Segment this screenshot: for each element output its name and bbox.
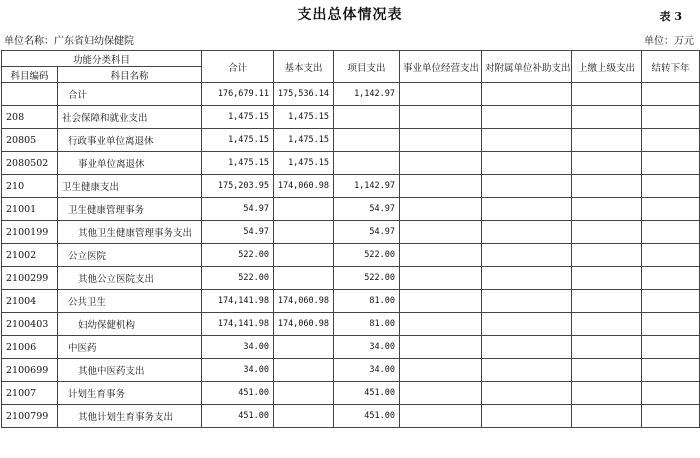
cell-carry (642, 290, 700, 313)
cell-upper (572, 244, 642, 267)
table-row (2, 198, 700, 221)
biz-header: 事业单位经营支出 (400, 51, 482, 83)
cell-carry (642, 152, 700, 175)
cell-upper (572, 359, 642, 382)
cell-code: 21001 (2, 198, 58, 221)
table-row (2, 244, 700, 267)
cell-upper (572, 267, 642, 290)
subsidy-header: 对附属单位补助支出 (482, 51, 572, 83)
table-row (2, 175, 700, 198)
cell-project: 1,142.97 (334, 175, 400, 198)
cell-biz (400, 313, 482, 336)
expenditure-table (1, 50, 700, 428)
cell-carry (642, 405, 700, 428)
cell-carry (642, 359, 700, 382)
cell-subsidy (482, 129, 572, 152)
table-body (2, 83, 700, 428)
cell-biz (400, 359, 482, 382)
cell-upper (572, 382, 642, 405)
cell-biz (400, 106, 482, 129)
cell-basic: 174,060.98 (274, 175, 334, 198)
cell-subsidy (482, 267, 572, 290)
cell-code: 2100299 (2, 267, 58, 290)
cell-upper (572, 221, 642, 244)
cell-upper (572, 290, 642, 313)
code-header: 科目编码 (2, 67, 58, 83)
cell-total: 1,475.15 (202, 152, 274, 175)
table-row (2, 106, 700, 129)
cell-subsidy (482, 313, 572, 336)
cell-total: 54.97 (202, 198, 274, 221)
cell-name: 妇幼保健机构 (58, 313, 202, 336)
cell-upper (572, 175, 642, 198)
cell-code: 2100199 (2, 221, 58, 244)
cell-biz (400, 175, 482, 198)
cell-upper (572, 313, 642, 336)
total-header: 合计 (202, 51, 274, 83)
cell-code: 2100699 (2, 359, 58, 382)
upper-header: 上缴上级支出 (572, 51, 642, 83)
cell-project (334, 152, 400, 175)
cell-basic (274, 382, 334, 405)
cell-project: 54.97 (334, 221, 400, 244)
cell-carry (642, 129, 700, 152)
cell-basic: 174,060.98 (274, 290, 334, 313)
cell-subsidy (482, 405, 572, 428)
cell-basic: 1,475.15 (274, 106, 334, 129)
cell-project: 522.00 (334, 267, 400, 290)
cell-biz (400, 405, 482, 428)
table-row (2, 382, 700, 405)
cell-code: 2100799 (2, 405, 58, 428)
cell-total: 176,679.11 (202, 83, 274, 106)
cell-name: 卫生健康支出 (58, 175, 202, 198)
cell-biz (400, 129, 482, 152)
cell-biz (400, 198, 482, 221)
table-row (2, 405, 700, 428)
cell-name: 行政事业单位离退休 (58, 129, 202, 152)
cell-carry (642, 198, 700, 221)
cell-code: 2100403 (2, 313, 58, 336)
cell-biz (400, 290, 482, 313)
cell-upper (572, 106, 642, 129)
cell-biz (400, 244, 482, 267)
cell-name: 其他卫生健康管理事务支出 (58, 221, 202, 244)
page-title: 支出总体情况表 (297, 7, 403, 23)
cell-carry (642, 267, 700, 290)
cell-name: 其他中医药支出 (58, 359, 202, 382)
cell-name: 其他公立医院支出 (58, 267, 202, 290)
unit-name: 单位名称：广东省妇幼保健院 (4, 36, 134, 47)
table-row (2, 336, 700, 359)
table-row (2, 221, 700, 244)
cell-code: 210 (2, 175, 58, 198)
cell-carry (642, 244, 700, 267)
name-header: 科目名称 (58, 67, 202, 83)
cell-project: 451.00 (334, 382, 400, 405)
cell-carry (642, 382, 700, 405)
cell-biz (400, 83, 482, 106)
cell-subsidy (482, 83, 572, 106)
cell-basic (274, 267, 334, 290)
cell-total: 174,141.98 (202, 290, 274, 313)
cell-total: 1,475.15 (202, 106, 274, 129)
cell-total: 34.00 (202, 336, 274, 359)
cell-subsidy (482, 152, 572, 175)
cell-basic: 175,536.14 (274, 83, 334, 106)
cell-carry (642, 83, 700, 106)
cell-basic: 1,475.15 (274, 129, 334, 152)
cell-code: 21007 (2, 382, 58, 405)
cell-code: 21002 (2, 244, 58, 267)
cell-code: 2080502 (2, 152, 58, 175)
cell-total: 34.00 (202, 359, 274, 382)
cell-upper (572, 336, 642, 359)
cell-name: 事业单位离退休 (58, 152, 202, 175)
cell-total: 522.00 (202, 244, 274, 267)
cell-subsidy (482, 290, 572, 313)
cell-project: 451.00 (334, 405, 400, 428)
cell-carry (642, 175, 700, 198)
cell-name: 中医药 (58, 336, 202, 359)
cell-basic: 1,475.15 (274, 152, 334, 175)
cell-code: 21006 (2, 336, 58, 359)
cell-name: 计划生育事务 (58, 382, 202, 405)
table-row (2, 129, 700, 152)
cell-project (334, 106, 400, 129)
cell-upper (572, 152, 642, 175)
cell-subsidy (482, 221, 572, 244)
cell-code: 20805 (2, 129, 58, 152)
cell-project: 522.00 (334, 244, 400, 267)
cell-name: 其他计划生育事务支出 (58, 405, 202, 428)
cell-project (334, 129, 400, 152)
table-row (2, 290, 700, 313)
carry-header: 结转下年 (642, 51, 700, 83)
cell-basic: 174,060.98 (274, 313, 334, 336)
cell-subsidy (482, 382, 572, 405)
cell-project: 54.97 (334, 198, 400, 221)
cell-name: 卫生健康管理事务 (58, 198, 202, 221)
cell-subsidy (482, 198, 572, 221)
cell-name: 社会保障和就业支出 (58, 106, 202, 129)
table-number: 表 3 (659, 10, 682, 23)
table-row (2, 313, 700, 336)
cell-project: 34.00 (334, 359, 400, 382)
cell-upper (572, 405, 642, 428)
cell-basic (274, 221, 334, 244)
cell-total: 174,141.98 (202, 313, 274, 336)
project-header: 项目支出 (334, 51, 400, 83)
cell-upper (572, 83, 642, 106)
cell-biz (400, 267, 482, 290)
cell-upper (572, 198, 642, 221)
cell-biz (400, 382, 482, 405)
cell-code (2, 83, 58, 106)
cell-biz (400, 152, 482, 175)
cell-name: 公共卫生 (58, 290, 202, 313)
cell-carry (642, 106, 700, 129)
cell-project: 1,142.97 (334, 83, 400, 106)
unit-label: 单位：万元 (644, 36, 694, 47)
cell-total: 522.00 (202, 267, 274, 290)
cell-code: 21004 (2, 290, 58, 313)
cell-total: 54.97 (202, 221, 274, 244)
table-row (2, 83, 700, 106)
basic-header: 基本支出 (274, 51, 334, 83)
cell-basic (274, 359, 334, 382)
cell-project: 81.00 (334, 290, 400, 313)
cell-upper (572, 129, 642, 152)
cell-biz (400, 221, 482, 244)
cell-name: 公立医院 (58, 244, 202, 267)
table-row (2, 152, 700, 175)
table-row (2, 267, 700, 290)
cell-basic (274, 405, 334, 428)
cell-carry (642, 221, 700, 244)
cell-basic (274, 198, 334, 221)
func-group-header: 功能分类科目 (2, 51, 202, 67)
cell-total: 1,475.15 (202, 129, 274, 152)
cell-basic (274, 244, 334, 267)
table-row (2, 359, 700, 382)
cell-subsidy (482, 244, 572, 267)
cell-subsidy (482, 106, 572, 129)
cell-subsidy (482, 359, 572, 382)
cell-carry (642, 336, 700, 359)
cell-subsidy (482, 336, 572, 359)
cell-name: 合计 (58, 83, 202, 106)
cell-project: 81.00 (334, 313, 400, 336)
cell-subsidy (482, 175, 572, 198)
cell-project: 34.00 (334, 336, 400, 359)
cell-total: 175,203.95 (202, 175, 274, 198)
cell-code: 208 (2, 106, 58, 129)
cell-total: 451.00 (202, 405, 274, 428)
cell-carry (642, 313, 700, 336)
cell-total: 451.00 (202, 382, 274, 405)
cell-biz (400, 336, 482, 359)
cell-basic (274, 336, 334, 359)
